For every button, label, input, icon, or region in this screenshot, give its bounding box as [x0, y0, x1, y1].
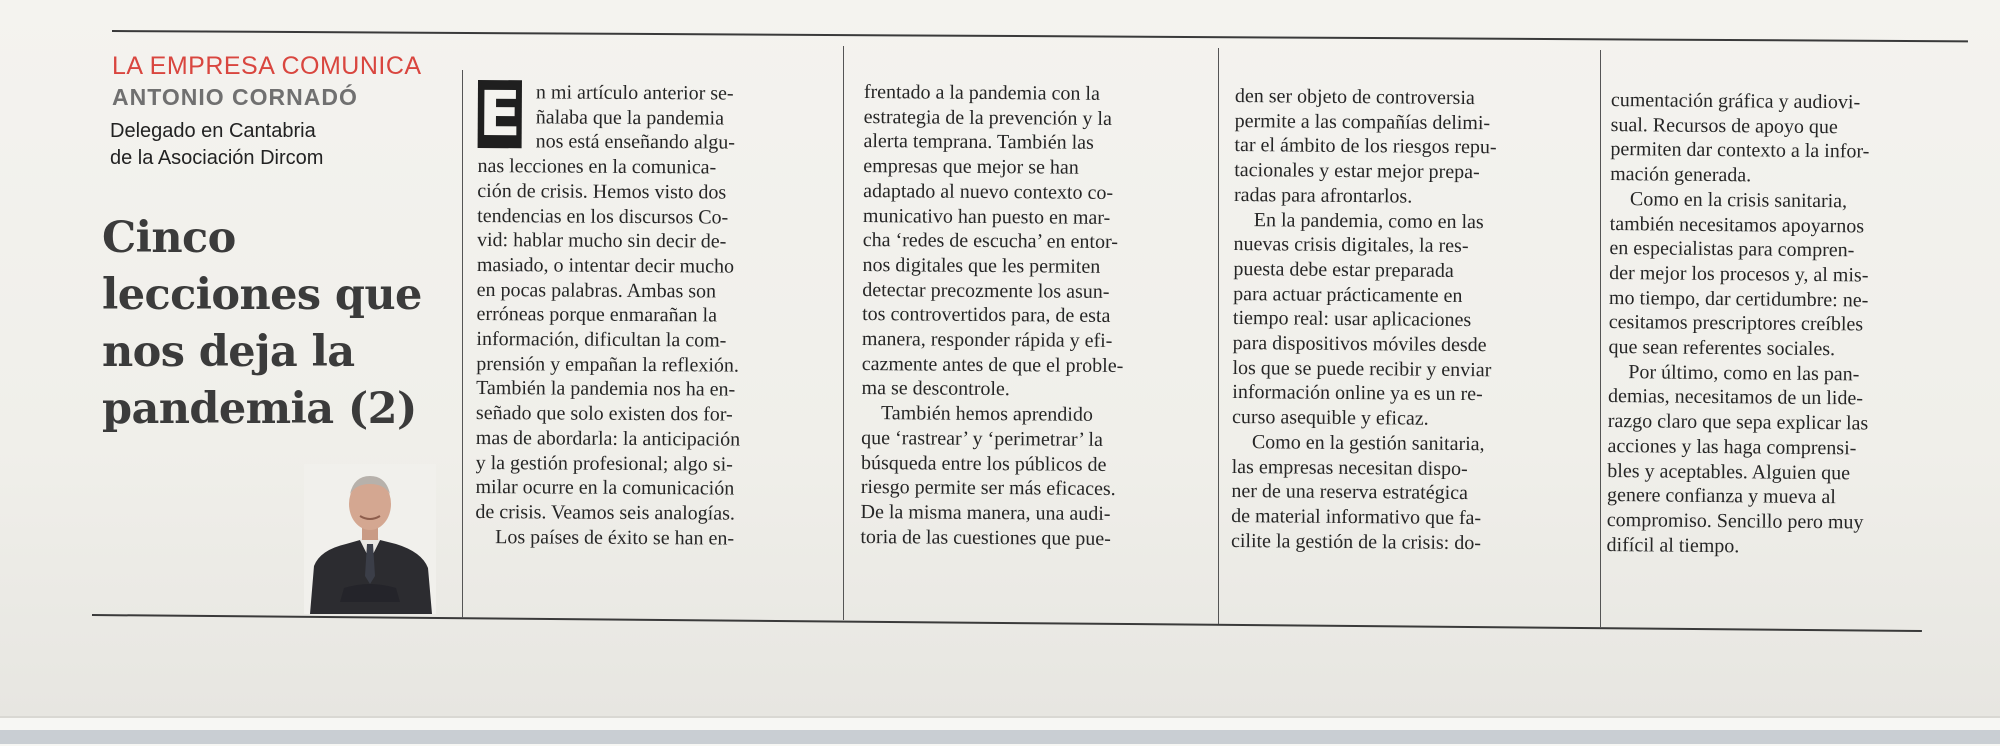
drop-cap: E: [478, 77, 522, 151]
text-line: información online ya es un re-: [1232, 381, 1483, 406]
column-divider: [843, 46, 844, 620]
headline-line: nos deja la: [102, 327, 355, 377]
text-line: nuevas crisis digitales, la res-: [1233, 233, 1469, 258]
text-line: estrategia de la prevención y la: [863, 105, 1113, 130]
text-line: radas para afrontarlos.: [1233, 183, 1413, 208]
headline-line: lecciones que: [102, 270, 422, 320]
text-line: razgo claro que sepa explicar las: [1607, 410, 1869, 435]
text-line: municativo han puesto en mar-: [862, 204, 1111, 229]
text-line: búsqueda entre los públicos de: [860, 451, 1107, 476]
author-role-line: Delegado en Cantabria: [110, 120, 316, 142]
text-line: También hemos aprendido: [861, 402, 1093, 426]
author-role-line: de la Asociación Dircom: [110, 147, 324, 169]
text-line: tiempo real: usar aplicaciones: [1232, 307, 1472, 332]
text-line: también necesitamos apoyarnos: [1609, 212, 1865, 237]
text-line: de crisis. Veamos seis analogías.: [475, 500, 736, 525]
text-line: acciones y las haga comprensi-: [1607, 434, 1857, 460]
article-column-3: [1231, 84, 1587, 556]
text-line: ner de una reserva estratégica: [1231, 480, 1469, 505]
text-line: permite a las compañías delimi-: [1234, 109, 1491, 134]
text-line: ción de crisis. Hemos visto dos: [477, 179, 727, 204]
text-line: masiado, o intentar decir mucho: [476, 253, 735, 278]
text-line: para dispositivos móviles desde: [1232, 332, 1487, 357]
background-surface: [0, 730, 2000, 744]
text-line: de material informativo que fa-: [1231, 504, 1482, 530]
text-line: Como en la crisis sanitaria,: [1609, 187, 1848, 213]
text-line: tacionales y estar mejor prepa-: [1234, 159, 1480, 184]
text-line: los que se puede recibir y enviar: [1232, 356, 1492, 381]
bottom-rule: [92, 614, 1922, 632]
headline-line: Cinco: [102, 213, 236, 263]
text-line: En la pandemia, como en las: [1233, 208, 1484, 233]
text-line: erróneas porque enmarañan la: [476, 303, 718, 327]
text-line: nas lecciones en la comunica-: [477, 155, 717, 179]
text-line: De la misma manera, una audi-: [860, 500, 1111, 525]
text-line: mas de abordarla: la anticipación: [475, 426, 741, 451]
text-line: ñalaba que la pandemia: [535, 106, 725, 130]
text-line: para actuar prácticamente en: [1233, 282, 1463, 307]
text-line: que ‘rastrear’ y ‘perimetrar’ la: [861, 426, 1103, 451]
text-line: mación generada.: [1610, 163, 1752, 187]
column-divider: [1218, 48, 1219, 624]
text-line: nos digitales que les permiten: [862, 253, 1101, 278]
text-line: las empresas necesitan dispo-: [1231, 455, 1468, 480]
text-line: cha ‘redes de escucha’ en entor-: [862, 229, 1119, 254]
headline-line: pandemia (2): [102, 384, 417, 434]
text-line: tar el ámbito de los riesgos repu-: [1234, 134, 1497, 159]
text-line: tendencias en los discursos Co-: [477, 204, 729, 229]
text-line: detectar precozmente los asun-: [862, 278, 1110, 303]
text-line: manera, responder rápida y efi-: [861, 328, 1113, 352]
text-line: toria de las cuestiones que pue-: [860, 525, 1111, 550]
text-line: demias, necesitamos de un lide-: [1607, 385, 1864, 410]
article-column-2: [860, 80, 1216, 552]
author-name: ANTONIO CORNADÓ: [112, 84, 358, 110]
author-photo: [304, 464, 436, 614]
text-line: den ser objeto de controversia: [1234, 84, 1475, 110]
text-line: y la gestión profesional; algo si-: [475, 451, 733, 476]
text-line: difícil al tiempo.: [1606, 533, 1740, 557]
text-line: vid: hablar mucho sin decir de-: [476, 229, 727, 253]
text-line: der mejor los procesos y, al mis-: [1609, 261, 1869, 287]
text-line: señado que solo existen dos for-: [475, 402, 733, 426]
section-label: LA EMPRESA COMUNICA: [112, 52, 422, 80]
text-line: que sean referentes sociales.: [1608, 336, 1836, 361]
text-line: cazmente antes de que el proble-: [861, 352, 1124, 377]
text-line: frentado a la pandemia con la: [863, 80, 1100, 105]
text-line: puesta debe estar preparada: [1233, 257, 1454, 282]
text-line: Los países de éxito se han en-: [475, 525, 735, 550]
column-divider: [1600, 50, 1601, 628]
text-line: También la pandemia nos ha en-: [476, 377, 736, 402]
text-line: compromiso. Sencillo pero muy: [1606, 508, 1864, 534]
text-line: milar ocurre en la comunicación: [475, 476, 735, 500]
article-column-4: [1606, 88, 1962, 561]
text-line: riesgo permite ser más eficaces.: [860, 476, 1116, 501]
text-line: empresas que mejor se han: [863, 155, 1079, 179]
headline: [102, 210, 422, 438]
text-line: tos controvertidos para, de esta: [862, 303, 1111, 328]
column-divider: [462, 70, 463, 618]
text-line: bles y aceptables. Alguien que: [1607, 459, 1851, 484]
text-line: Como en la gestión sanitaria,: [1231, 430, 1485, 456]
text-line: alerta temprana. También las: [863, 130, 1094, 155]
text-line: mo tiempo, dar certidumbre: ne-: [1608, 286, 1869, 312]
text-line: nos está enseñando algu-: [535, 130, 736, 154]
top-rule: [112, 30, 1968, 42]
text-line: en especialistas para compren-: [1609, 237, 1855, 262]
text-line: genere confianza y mueva al: [1606, 484, 1836, 509]
text-line: sual. Recursos de apoyo que: [1610, 113, 1838, 138]
text-line: cilite la gestión de la crisis: do-: [1230, 529, 1482, 554]
text-line: curso asequible y eficaz.: [1231, 406, 1429, 430]
text-line: prensión y empañan la reflexión.: [476, 352, 740, 377]
text-line: ma se descontrole.: [861, 377, 1010, 401]
text-line: cumentación gráfica y audiovi-: [1610, 88, 1861, 114]
text-line: información, dificultan la com-: [476, 328, 727, 352]
author-role: [110, 118, 323, 172]
article-column-1: [475, 77, 830, 552]
text-line: Por último, como en las pan-: [1608, 360, 1860, 386]
text-line: cesitamos prescriptores creíbles: [1608, 311, 1864, 336]
text-line: n mi artículo anterior se-: [535, 81, 734, 105]
text-line: permiten dar contexto a la infor-: [1610, 138, 1870, 163]
text-line: adaptado al nuevo contexto co-: [863, 179, 1114, 204]
text-line: en pocas palabras. Ambas son: [476, 278, 717, 303]
